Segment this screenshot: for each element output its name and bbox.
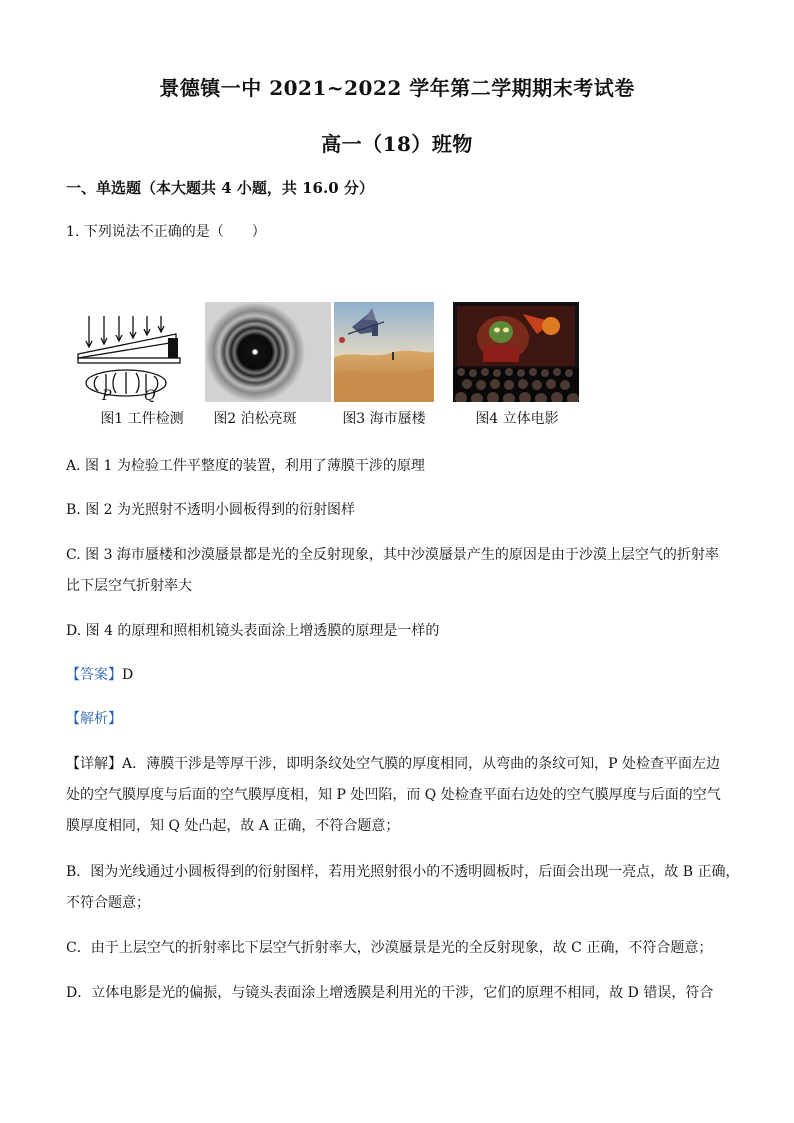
option-c-line-2: 比下层空气折射率大	[66, 578, 192, 594]
desert-mirage-icon	[334, 302, 434, 402]
exam-title: 景德镇一中 2021~2022 学年第二学期期末考试卷	[159, 76, 635, 100]
analysis-tag: 【解析】	[66, 711, 122, 727]
mirage-image	[334, 302, 434, 402]
label-p: P	[102, 388, 112, 402]
figure-4	[453, 302, 579, 427]
figure-row	[76, 302, 596, 432]
figure-4-caption: 图4 立体电影	[475, 411, 559, 427]
poisson-spot-image	[205, 302, 331, 402]
figure-2	[205, 302, 331, 427]
option-b: B. 图 2 为光照射不透明小圆板得到的衍射图样	[66, 502, 355, 518]
figure-1	[76, 302, 202, 427]
option-d: D. 图 4 的原理和照相机镜头表面涂上增透膜的原理是一样的	[66, 623, 440, 639]
answer-value: D	[122, 667, 134, 683]
option-a: A. 图 1 为检验工件平整度的装置，利用了薄膜干涉的原理	[66, 458, 425, 474]
figure-1-caption: 图1 工件检测	[100, 411, 184, 427]
interference-setup-icon	[76, 302, 202, 402]
label-q: Q	[144, 388, 156, 402]
detail-line-2: 处的空气膜厚度与后面的空气膜厚度相，知 P 处凹陷，而 Q 处检查平面右边处的空气膜厚度与后面的空气	[66, 787, 721, 803]
detail-line-5: 不符合题意；	[66, 895, 150, 911]
figure-1-diagram	[76, 302, 202, 402]
3d-cinema-image	[453, 302, 579, 402]
exam-subtitle: 高一（18）班物	[321, 132, 473, 156]
option-c-line-1: C. 图 3 海市蜃楼和沙漠蜃景都是光的全反射现象，其中沙漠蜃景产生的原因是由于沙漠上层空气的折射率	[66, 547, 719, 563]
detail-line-6: C．由于上层空气的折射率比下层空气折射率大，沙漠蜃景是光的全反射现象，故 C 正确，不符合题意；	[66, 940, 713, 956]
answer-tag: 【答案】	[66, 667, 122, 683]
section-heading: 一、单选题（本大题共 4 小题，共 16.0 分）	[66, 179, 374, 197]
detail-line-4: B．图为光线通过小圆板得到的衍射图样，若用光照射很小的不透明圆板时，后面会出现一亮点，故 B 正确，	[66, 864, 740, 880]
figure-3	[334, 302, 460, 427]
detail-line-1: 【详解】A．薄膜干涉是等厚干涉，即明条纹处空气膜的厚度相同，从弯曲的条纹可知，P 处检查平面左边	[66, 756, 720, 772]
figure-2-caption: 图2 泊松亮斑	[213, 411, 297, 427]
question-stem: 1. 下列说法不正确的是（ ）	[66, 224, 266, 240]
detail-line-7: D．立体电影是光的偏振，与镜头表面涂上增透膜是利用光的干涉，它们的原理不相同，故 D 错误，符合	[66, 985, 714, 1001]
diffraction-pattern-icon	[205, 302, 305, 402]
detail-line-3: 膜厚度相同，知 Q 处凸起，故 A 正确，不符合题意；	[66, 818, 400, 834]
figure-3-caption: 图3 海市蜃楼	[342, 411, 426, 427]
cinema-audience-icon	[453, 302, 579, 402]
answer-line	[66, 666, 728, 684]
